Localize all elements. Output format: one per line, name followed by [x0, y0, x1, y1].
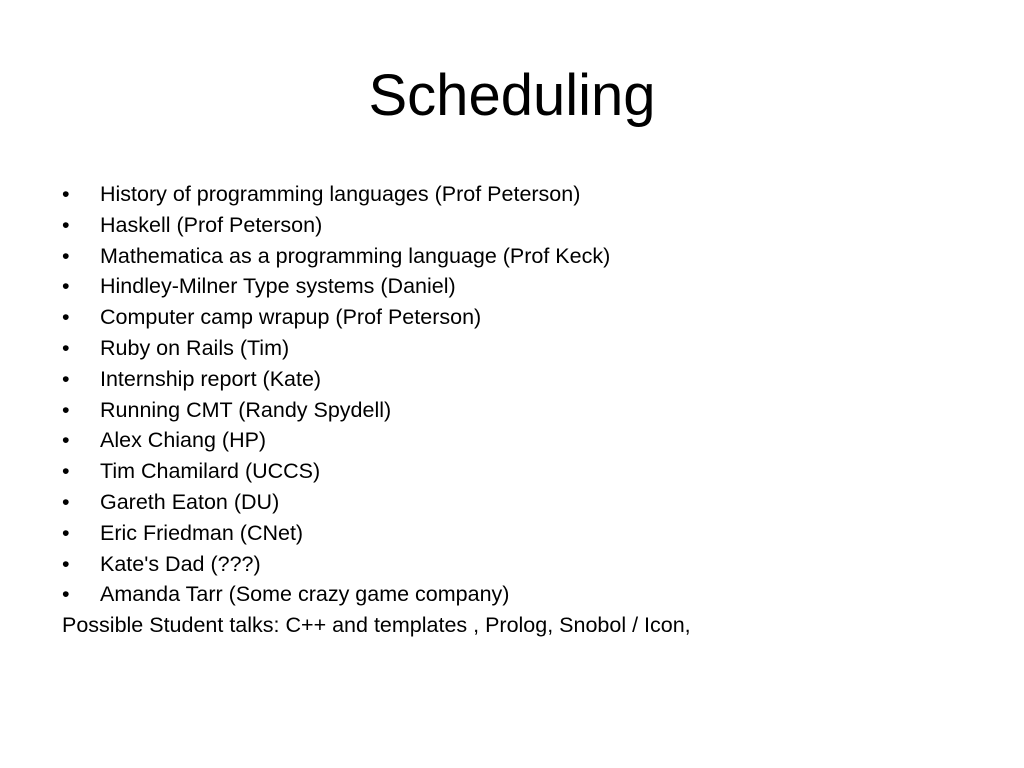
bullet-icon: •	[62, 182, 70, 206]
list-item	[62, 179, 1002, 210]
list-item-text: Running CMT (Randy Spydell)	[100, 397, 392, 422]
bullet-icon: •	[62, 551, 70, 576]
bullet-list	[62, 179, 1002, 610]
bullet-icon: •	[62, 243, 70, 268]
bullet-icon: •	[62, 366, 70, 391]
list-item	[62, 456, 1002, 487]
list-item-text: Gareth Eaton (DU)	[100, 489, 280, 514]
bullet-icon: •	[62, 212, 70, 237]
list-item-text: Haskell (Prof Peterson)	[100, 212, 323, 237]
list-item-text: History of programming languages (Prof Peterson)	[100, 182, 581, 206]
bullet-icon: •	[62, 305, 70, 330]
list-item	[62, 549, 1002, 580]
bullet-icon: •	[62, 582, 70, 607]
bullet-icon: •	[62, 489, 70, 514]
list-item-text: Eric Friedman (CNet)	[100, 520, 304, 545]
list-item	[62, 210, 1002, 241]
slide-content	[62, 179, 1002, 641]
list-item	[62, 425, 1002, 456]
list-item-text: Amanda Tarr (Some crazy game company)	[100, 582, 510, 607]
list-item-text: Ruby on Rails (Tim)	[100, 335, 290, 360]
student-talks-note: Possible Student talks: C++ and templates , Prolog, Snobol / Icon,	[62, 613, 691, 638]
list-item-text: Tim Chamilard (UCCS)	[100, 459, 321, 484]
list-item-text: Internship report (Kate)	[100, 366, 322, 391]
list-item-text: Mathematica as a programming language (Prof Keck)	[100, 243, 611, 268]
list-item	[62, 395, 1002, 426]
bullet-icon: •	[62, 459, 70, 484]
bullet-icon: •	[62, 335, 70, 360]
bullet-icon: •	[62, 520, 70, 545]
list-item-text: Alex Chiang (HP)	[100, 428, 267, 453]
bullet-icon: •	[62, 428, 70, 453]
bullet-icon: •	[62, 274, 70, 299]
list-item	[62, 579, 1002, 610]
list-item	[62, 518, 1002, 549]
list-item-text: Computer camp wrapup (Prof Peterson)	[100, 305, 482, 330]
list-item-text: Kate's Dad (???)	[100, 551, 261, 576]
list-item	[62, 333, 1002, 364]
slide-title: Scheduling	[368, 63, 656, 128]
bullet-icon: •	[62, 397, 70, 422]
list-item	[62, 271, 1002, 302]
list-item	[62, 241, 1002, 272]
list-item	[62, 487, 1002, 518]
list-item	[62, 364, 1002, 395]
list-item-text: Hindley-Milner Type systems (Daniel)	[100, 274, 456, 299]
list-item	[62, 302, 1002, 333]
